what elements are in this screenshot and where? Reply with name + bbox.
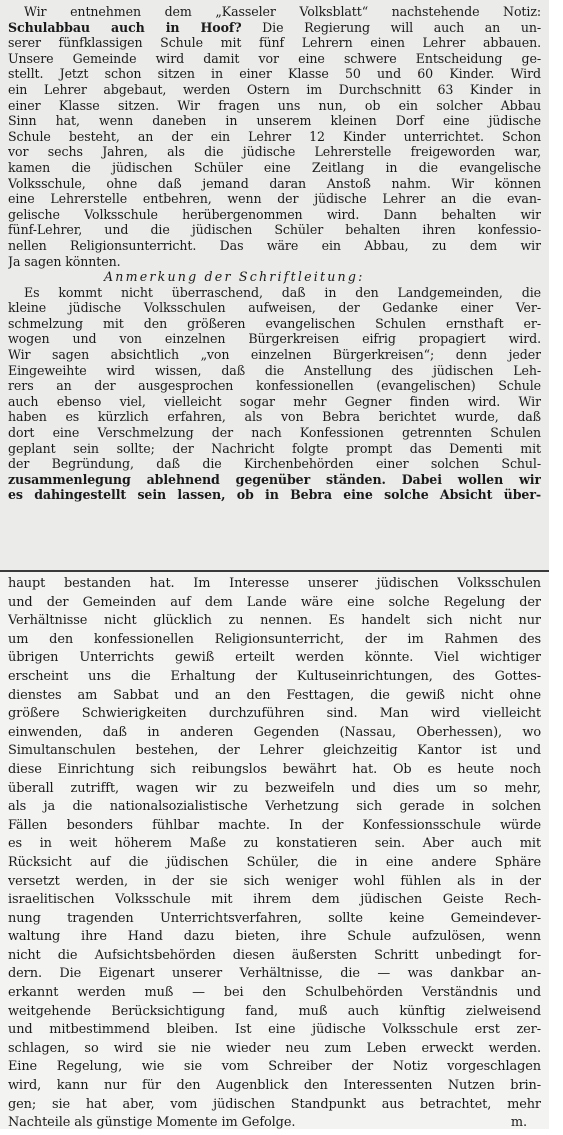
body-line: versetzt werden, in der sie sich weniger wohl fühlen als in der (8, 873, 541, 889)
body-line: diese Einrichtung sich reibungslos bewährt hat. Ob es heute noch (8, 761, 541, 777)
newspaper-clipping-top (0, 0, 549, 570)
body-line: wird, kann nur für den Augenblick den Interessenten Nutzen brin- (8, 1078, 541, 1094)
remark-line: zusammenlegung ablehnend gegenüber ständen. Dabei wollen wir (8, 471, 541, 487)
body-line: waltung ihre Hand dazu bieten, ihre Schule aufzulösen, wenn (8, 929, 541, 945)
final-sentence: Nachteile als günstige Momente im Gefolge. (8, 1115, 296, 1129)
body-line: als ja die nationalsozialistische Verhetzung sich gerade in solchen (8, 799, 541, 815)
body-line: Die Regierung will auch an un- (262, 19, 541, 35)
remark-line: es dahingestellt sein lassen, ob in Bebra eine solche Absicht über- (8, 487, 541, 503)
body-line: gen; sie hat aber, vom jüdischen Standpunkt aus betrachtet, mehr (8, 1096, 541, 1112)
body-line: nung tragenden Unterrichtsverfahren, sollte keine Gemeindever- (8, 910, 541, 926)
body-line: und mitbestimmend bleiben. Ist eine jüdische Volksschule erst zer- (8, 1022, 541, 1038)
body-line: haupt bestanden hat. Im Interesse unserer jüdischen Volksschulen (8, 576, 541, 591)
remark-line: Wir sagen absichtlich „von einzelnen Bürgerkreisen“; denn jeder (8, 347, 541, 363)
body-line: es in weit höherem Maße zu konstatieren sein. Aber auch mit (8, 836, 541, 852)
body-line: Fällen besonders fühlbar machte. In der Konfessionsschule würde (8, 817, 541, 833)
body-line: erkannt werden muß — bei den Schulbehörden Verständnis und (8, 985, 541, 1001)
body-line: Simultanschulen bestehen, der Lehrer gleichzeitig Kantor ist und (8, 743, 541, 759)
body-line: Eine Regelung, wie sie vom Schreiber der Notiz vorgeschlagen (8, 1059, 541, 1075)
body-line: schlagen, so wird sie nie wieder neu zum Leben erweckt werden. (8, 1040, 541, 1056)
body-line: vor sechs Jahren, als die jüdische Lehrerstelle freigeworden war, (8, 144, 541, 160)
remark-line: wogen und von einzelnen Bürgerkreisen eifrig propagiert wird. (8, 331, 541, 347)
body-line: Ja sagen könnten. (8, 253, 121, 269)
body-line: Rücksicht auf die jüdischen Schüler, die in eine andere Sphäre (8, 854, 541, 870)
body-line: Schule besteht, an der ein Lehrer 12 Kinder unterrichtet. Schon (8, 128, 541, 144)
remark-line: schmelzung mit den größeren evangelischen Schulen ernsthaft er- (8, 315, 541, 331)
author-signature: m. (510, 1115, 527, 1129)
closing-line (8, 1114, 541, 1129)
body-line: eine Lehrerstelle entbehren, wenn der jüdische Lehrer an die evan- (8, 191, 541, 207)
headline-line (8, 20, 541, 36)
article-column-bottom (0, 572, 549, 1129)
remark-line: auch ebenso viel, vielleicht sogar mehr Gegner finden wird. Wir (8, 393, 541, 409)
newspaper-clipping-bottom (0, 570, 549, 1129)
body-line: ein Lehrer abgebaut, werden Ostern im Durchschnitt 63 Kinder in (8, 81, 541, 97)
remark-line: dort eine Verschmelzung der nach Konfessionen getrennten Schulen (8, 425, 541, 441)
remark-line: rers an der ausgesprochen konfessionellen (evangelischen) Schule (8, 378, 541, 394)
body-line: israelitischen Volksschule mit ihrem dem jüdischen Geiste Rech- (8, 892, 541, 908)
body-line: weitgehende Berücksichtigung fand, muß auch künftig zielweisend (8, 1003, 541, 1019)
article-column-top (0, 0, 549, 503)
body-line: erscheint uns die Erhaltung der Kultuseinrichtungen, des Gottes- (8, 668, 541, 684)
body-line: Sinn hat, wenn daneben in unserem kleinen Dorf eine jüdische (8, 113, 541, 129)
remark-line: kleine jüdische Volksschulen aufweisen, der Gedanke einer Ver- (8, 300, 541, 316)
body-line: serer fünfklassigen Schule mit fünf Lehrern einen Lehrer abbauen. (8, 35, 541, 51)
remark-line: der Begründung, daß die Kirchenbehörden einer solchen Schul- (8, 456, 541, 472)
headline: Schulabbau auch in Hoof? (8, 19, 242, 35)
page-margin (549, 0, 563, 1135)
body-line: Unsere Gemeinde wird damit vor eine schwere Entscheidung ge- (8, 50, 541, 66)
body-line: Verhältnisse nicht glücklich zu nennen. Es handelt sich nicht nur (8, 613, 541, 629)
body-line: stellt. Jetzt schon sitzen in einer Klasse 50 und 60 Kinder. Wird (8, 66, 541, 82)
body-line: einer Klasse sitzen. Wir fragen uns nun, ob ein solcher Abbau (8, 97, 541, 113)
body-line: fünf-Lehrer, und die jüdischen Schüler behalten ihren konfessio- (8, 222, 541, 238)
body-line: einwenden, daß in anderen Gegenden (Nassau, Oberhessen), wo (8, 724, 541, 740)
body-line: gelische Volksschule herübergenommen wird. Dann behalten wir (8, 206, 541, 222)
remark-line: haben es kürzlich erfahren, als von Bebra berichtet wurde, daß (8, 409, 541, 425)
body-line: größere Schwierigkeiten durchzuführen sind. Man wird vielleicht (8, 706, 541, 722)
remark-line: Es kommt nicht überraschend, daß in den Landgemeinden, die (24, 284, 541, 300)
body-line: übrigen Unterrichts gewiß erteilt werden könnte. Viel wichtiger (8, 650, 541, 666)
body-line: um den konfessionellen Religionsunterricht, der im Rahmen des (8, 631, 541, 647)
remark-heading: Anmerkung der Schriftleitung: (104, 269, 365, 285)
remark-line: Eingeweihte wird wissen, daß die Anstellung des jüdischen Leh- (8, 362, 541, 378)
body-line: nicht die Aufsichtsbehörden diesen äußersten Schritt unbedingt for- (8, 947, 541, 963)
body-line: Volksschule, ohne daß jemand daran Anstoß nahm. Wir können (8, 175, 541, 191)
intro-line: Wir entnehmen dem „Kasseler Volksblatt“ nachstehende Notiz: (24, 4, 541, 19)
body-line: nellen Religionsunterricht. Das wäre ein Abbau, zu dem wir (8, 237, 541, 253)
body-line: und der Gemeinden auf dem Lande wäre eine solche Regelung der (8, 594, 541, 610)
body-line: kamen die jüdischen Schüler eine Zeitlang in die evangelische (8, 159, 541, 175)
body-line: dern. Die Eigenart unserer Verhältnisse, die — was dankbar an- (8, 966, 541, 982)
body-line: dienstes am Sabbat und an den Festtagen, die gewiß nicht ohne (8, 687, 541, 703)
remark-line: geplant sein sollte; der Nachricht folgte prompt das Dementi mit (8, 440, 541, 456)
body-line: überall zutrifft, wagen wir zu bezweifeln und dies um so mehr, (8, 780, 541, 796)
